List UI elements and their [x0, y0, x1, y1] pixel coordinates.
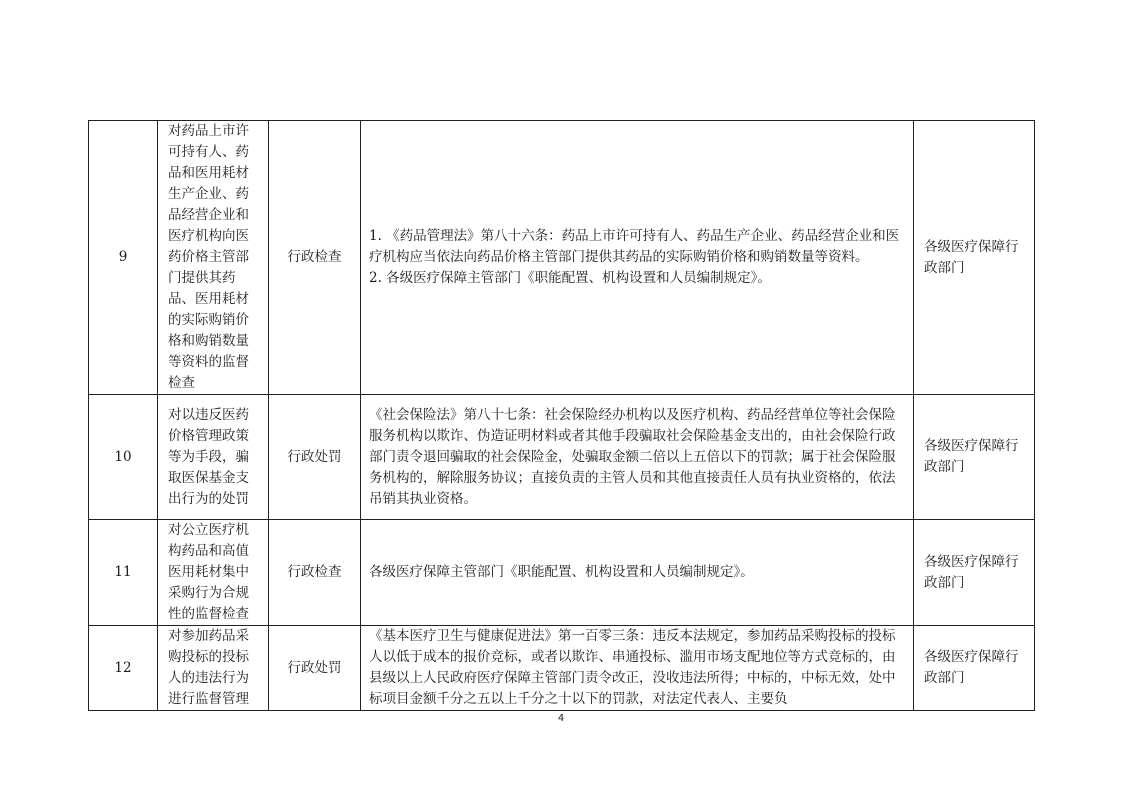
- responsible-department: 各级医疗保障行政部门: [914, 520, 1035, 626]
- regulation-table: [88, 120, 1035, 711]
- responsible-department: 各级医疗保障行政部门: [914, 626, 1035, 711]
- table-row: [89, 626, 1035, 711]
- row-number: 9: [89, 121, 158, 395]
- legal-basis: [361, 121, 914, 395]
- basis-paragraph: 《基本医疗卫生与健康促进法》第一百零三条：违反本法规定，参加药品采购投标的投标人以低于成本的报价竞标，或者以欺诈、串通投标、滥用市场支配地位等方式竞标的，由县级以上人民政府医疗保障主管部门责令改正，没收违法所得；中标的，中标无效，处中标项目金额千分之五以上千分之十以下的罚款，对法定代表人、主要负: [369, 628, 896, 707]
- item-name: 对参加药品采购投标的投标人的违法行为进行监督管理: [158, 626, 269, 711]
- table-row: [89, 520, 1035, 626]
- basis-paragraph: 2. 各级医疗保障主管部门《职能配置、机构设置和人员编制规定》。: [369, 270, 771, 286]
- action-type: 行政检查: [269, 520, 361, 626]
- row-number: 11: [89, 520, 158, 626]
- action-type: 行政处罚: [269, 395, 361, 520]
- action-type: 行政处罚: [269, 626, 361, 711]
- basis-paragraph: 各级医疗保障主管部门《职能配置、机构设置和人员编制规定》。: [369, 564, 754, 580]
- item-name: 对药品上市许可持有人、药品和医用耗材生产企业、药品经营企业和医疗机构向医药价格主管部门提供其药品、医用耗材的实际购销价格和购销数量等资料的监督检查: [158, 121, 269, 395]
- row-number: 12: [89, 626, 158, 711]
- legal-basis: [361, 626, 914, 711]
- action-type: 行政检查: [269, 121, 361, 395]
- table-row: [89, 121, 1035, 395]
- item-name: 对以违反医药价格管理政策等为手段，骗取医保基金支出行为的处罚: [158, 395, 269, 520]
- responsible-department: 各级医疗保障行政部门: [914, 395, 1035, 520]
- basis-paragraph: 1. 《药品管理法》第八十六条：药品上市许可持有人、药品生产企业、药品经营企业和医疗机构应当依法向药品价格主管部门提供其药品的实际购销价格和购销数量等资料。: [369, 228, 900, 265]
- responsible-department: 各级医疗保障行政部门: [914, 121, 1035, 395]
- row-number: 10: [89, 395, 158, 520]
- basis-paragraph: 《社会保险法》第八十七条：社会保险经办机构以及医疗机构、药品经营单位等社会保险服务机构以欺诈、伪造证明材料或者其他手段骗取社会保险基金支出的，由社会保险行政部门责令退回骗取的社会保险金，处骗取金额二倍以上五倍以下的罚款；属于社会保险服务机构的，解除服务协议；直接负责的主管人员和其他直接责任人员有执业资格的，依法吊销其执业资格。: [369, 406, 896, 507]
- page-number: 4: [557, 713, 565, 724]
- item-name: 对公立医疗机构药品和高值医用耗材集中采购行为合规性的监督检查: [158, 520, 269, 626]
- legal-basis: [361, 395, 914, 520]
- table-row: [89, 395, 1035, 520]
- legal-basis: [361, 520, 914, 626]
